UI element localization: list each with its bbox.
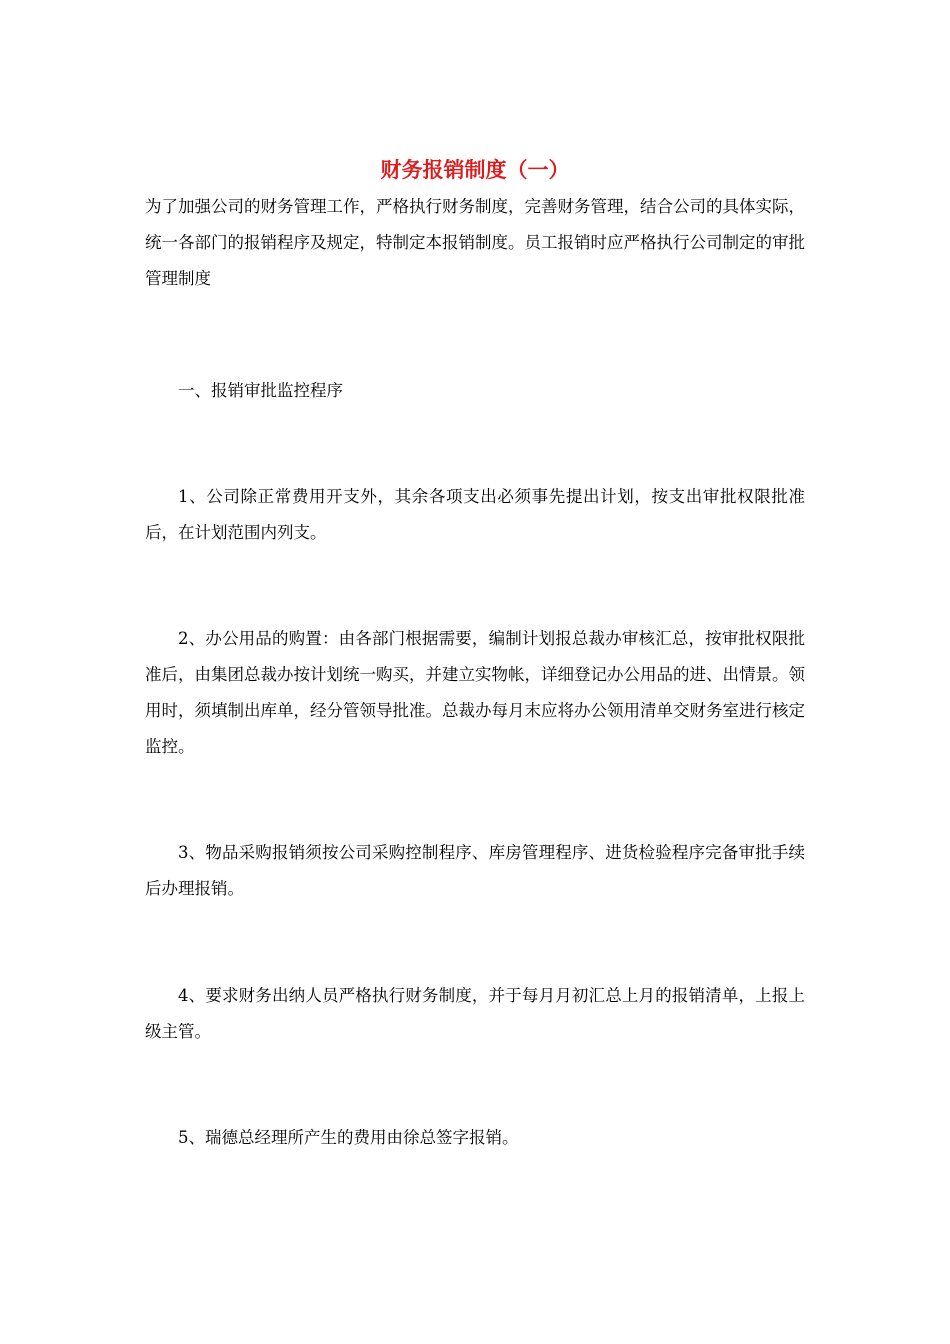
intro-paragraph: 为了加强公司的财务管理工作，严格执行财务制度，完善财务管理，结合公司的具体实际，统一各部门的报销程序及规定，特制定本报销制度。员工报销时应严格执行公司制定的审批管理制度 [145, 197, 805, 288]
list-item-4: 4、要求财务出纳人员严格执行财务制度，并于每月月初汇总上月的报销清单，上报上级主管。 [145, 986, 805, 1041]
document-title: 财务报销制度（一） [380, 157, 570, 182]
section-heading: 一、报销审批监控程序 [178, 381, 343, 400]
list-item-3: 3、物品采购报销须按公司采购控制程序、库房管理程序、进货检验程序完备审批手续后办理报销。 [145, 843, 805, 898]
list-item-5: 5、瑞德总经理所产生的费用由徐总签字报销。 [178, 1128, 519, 1147]
list-item-1: 1、公司除正常费用开支外，其余各项支出必须事先提出计划，按支出审批权限批准后，在计划范围内列支。 [145, 487, 805, 542]
list-item-2: 2、办公用品的购置：由各部门根据需要，编制计划报总裁办审核汇总，按审批权限批准后，由集团总裁办按计划统一购买，并建立实物帐，详细登记办公用品的进、出情景。领用时，须填制出库单，经分管领导批准。总裁办每月末应将办公领用清单交财务室进行核定监控。 [145, 629, 805, 756]
